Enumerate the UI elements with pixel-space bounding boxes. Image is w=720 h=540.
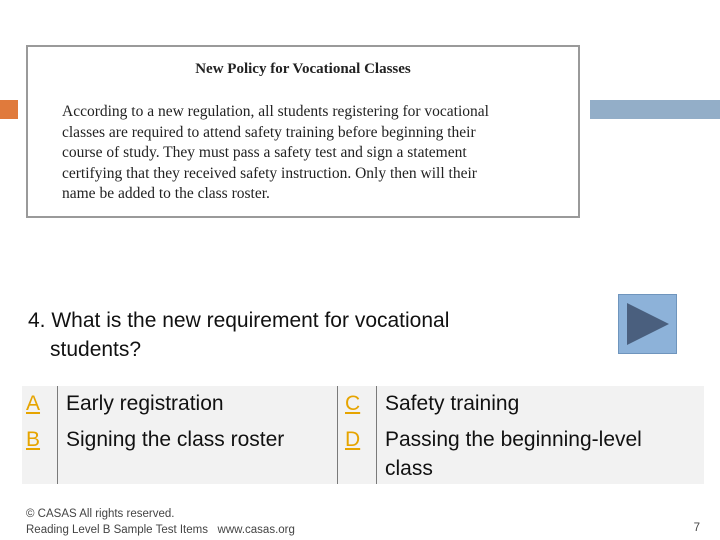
answer-text-b: Signing the class roster bbox=[66, 428, 285, 451]
answer-text-d bbox=[385, 425, 642, 483]
answer-text-d-line-2: class bbox=[385, 457, 433, 480]
question-line-2: students? bbox=[50, 338, 142, 361]
answer-text-d-line-1: Passing the beginning-level bbox=[385, 428, 642, 451]
page-number: 7 bbox=[693, 522, 700, 534]
answer-letter-c[interactable]: C bbox=[345, 392, 361, 415]
answer-letter-d[interactable]: D bbox=[345, 428, 361, 451]
policy-body bbox=[62, 102, 552, 205]
accent-bar-right bbox=[590, 100, 720, 119]
question-line-1: 4. What is the new requirement for vocational bbox=[28, 309, 450, 332]
footer-copyright: © CASAS All rights reserved. bbox=[26, 508, 175, 520]
policy-line: course of study. They must pass a safety test and sign a statement bbox=[62, 144, 467, 161]
footer-source: Reading Level B Sample Test Items www.casas.org bbox=[26, 523, 295, 536]
policy-line: classes are required to attend safety training before beginning their bbox=[62, 123, 476, 141]
answer-text-c: Safety training bbox=[385, 392, 520, 415]
question-text bbox=[28, 306, 588, 364]
policy-line: name be added to the class roster. bbox=[62, 185, 270, 202]
policy-document-image bbox=[26, 45, 580, 218]
next-slide-button[interactable] bbox=[618, 294, 677, 354]
policy-line: certifying that they received safety instruction. Only then will their bbox=[62, 164, 477, 182]
divider bbox=[57, 386, 58, 484]
divider bbox=[376, 386, 377, 484]
play-icon bbox=[625, 300, 671, 348]
answer-letter-a[interactable]: A bbox=[26, 392, 41, 415]
answer-letter-b[interactable]: B bbox=[26, 428, 41, 451]
divider bbox=[337, 386, 338, 484]
answer-text-a: Early registration bbox=[66, 392, 224, 415]
footer bbox=[26, 507, 295, 538]
policy-title: New Policy for Vocational Classes bbox=[195, 61, 411, 77]
answer-options bbox=[22, 386, 704, 484]
accent-bar-left bbox=[0, 100, 18, 119]
policy-line: According to a new regulation, all students registering for vocational bbox=[62, 103, 489, 120]
